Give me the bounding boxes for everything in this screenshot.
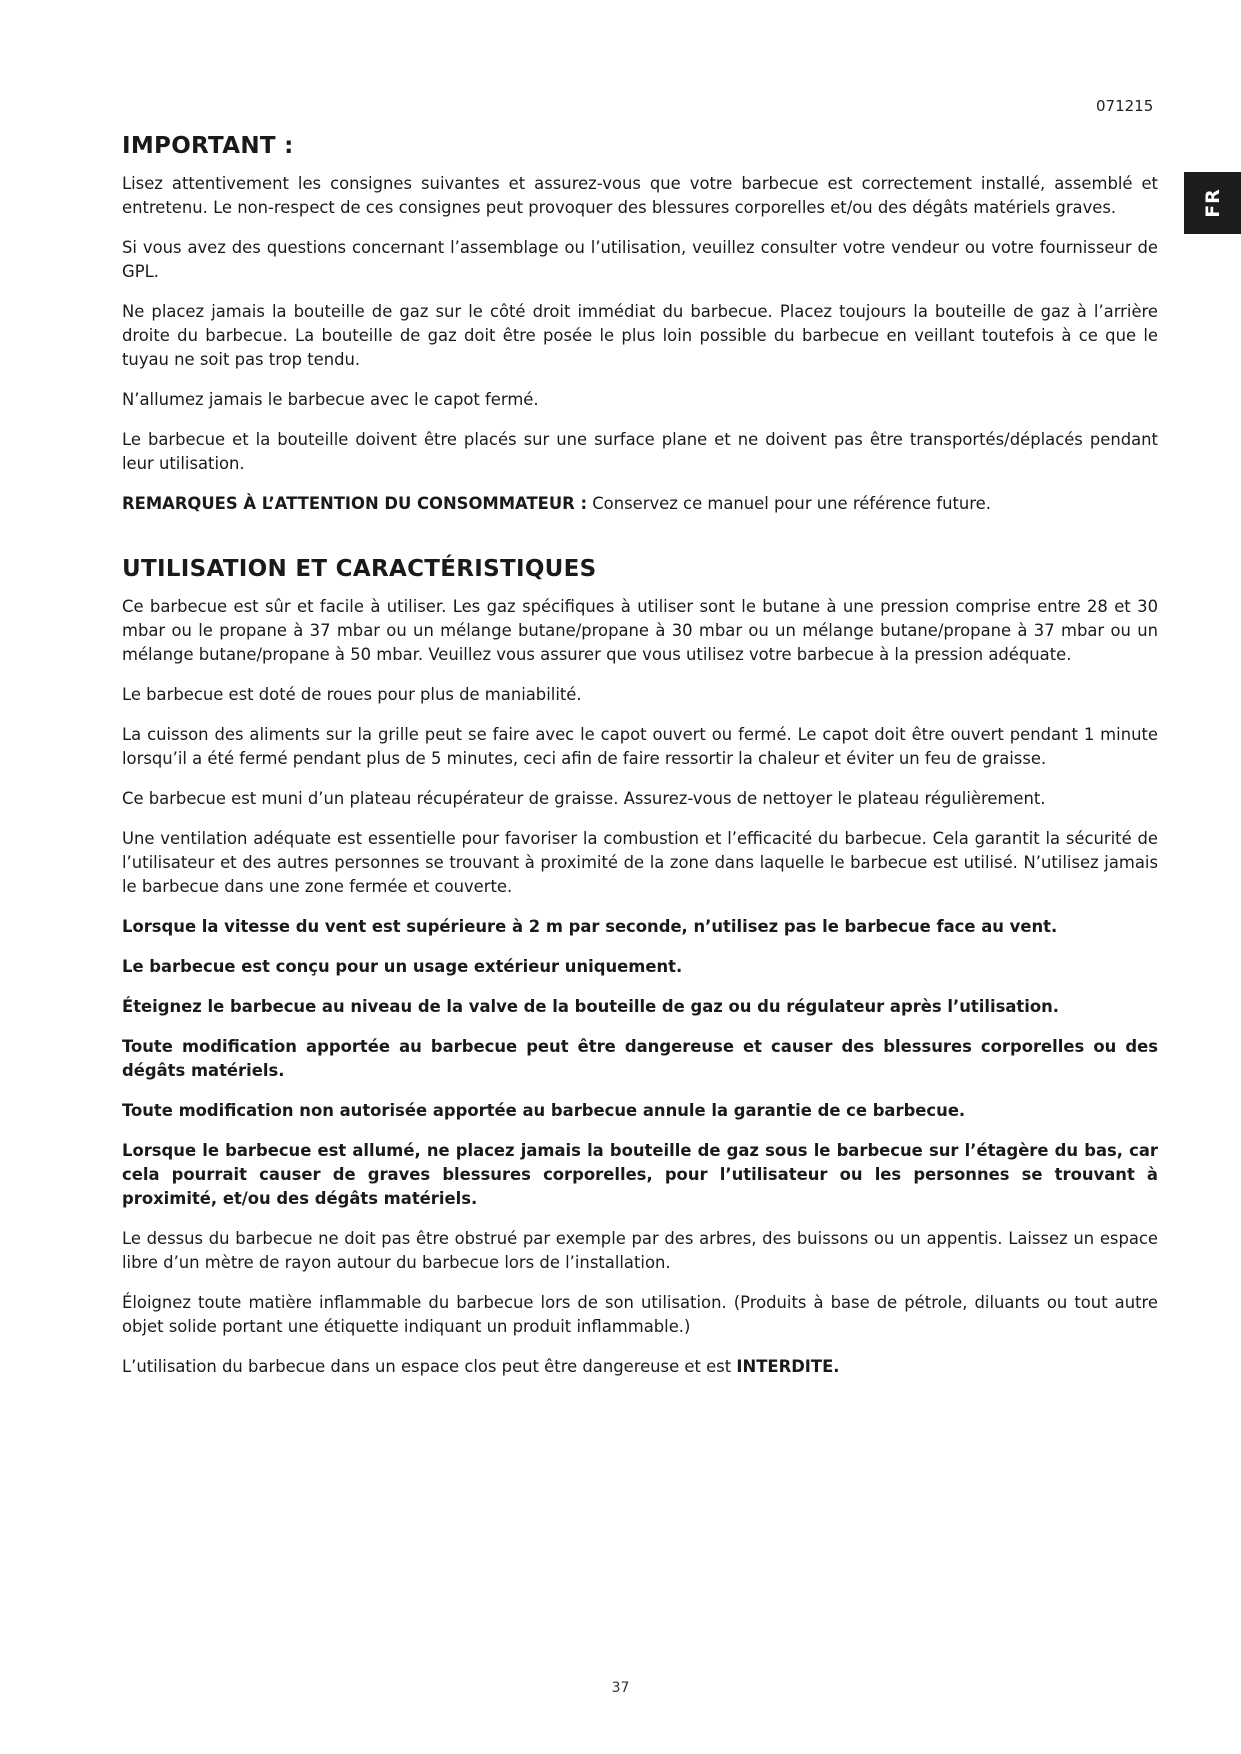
final-statement [122,1355,1158,1379]
usage-paragraph: Ce barbecue est sûr et facile à utiliser. Les gaz spécifiques à utiliser sont le butane à une pression comprise entre 28 et 30 mbar ou le propane à 37 mbar ou un mélange butane/propane à 30 mbar ou un mélange butane/propane à 37 mbar ou un mélange butane/propane à 50 mbar. Veuillez vous assurer que vous utilisez votre barbecue à la pression adéquate. [122,597,1158,664]
safety-warning: Toute modification apportée au barbecue peut être dangereuse et causer des blessures corporelles ou des dégâts matériels. [122,1037,1158,1080]
final-statement-text: L’utilisation du barbecue dans un espace clos peut être dangereuse et est [122,1357,737,1376]
consumer-remark-label: REMARQUES À L’ATTENTION DU CONSOMMATEUR : [122,494,588,513]
final-statement-emphasis: INTERDITE. [736,1357,840,1376]
usage-paragraph: La cuisson des aliments sur la grille peut se faire avec le capot ouvert ou fermé. Le capot doit être ouvert pendant 1 minute lorsqu’il a été fermé pendant plus de 5 minutes, ceci afin de faire ressortir la chaleur et éviter un feu de graisse. [122,725,1158,768]
important-paragraph: Lisez attentivement les consignes suivantes et assurez-vous que votre barbecue est correctement installé, assemblé et entretenu. Le non-respect de ces consignes peut provoquer des blessures corporelles et/ou des dégâts matériels graves. [122,174,1158,217]
language-tab [1184,172,1241,234]
safety-warning: Éteignez le barbecue au niveau de la valve de la bouteille de gaz ou du régulateur après l’utilisation. [122,997,1060,1016]
safety-warning: Le barbecue est conçu pour un usage extérieur uniquement. [122,957,683,976]
usage-paragraph: Une ventilation adéquate est essentielle pour favoriser la combustion et l’efficacité du barbecue. Cela garantit la sécurité de l’utilisateur et des autres personnes se trouvant à proximité de la zone dans laquelle le barbecue est utilisé. N’utilisez jamais le barbecue dans une zone fermée et couverte. [122,829,1158,896]
usage-paragraph: Ce barbecue est muni d’un plateau récupérateur de graisse. Assurez-vous de nettoyer le plateau régulièrement. [122,789,1046,808]
usage-paragraph: Le dessus du barbecue ne doit pas être obstrué par exemple par des arbres, des buissons ou un appentis. Laissez un espace libre d’un mètre de rayon autour du barbecue lors de l’installation. [122,1229,1158,1272]
usage-paragraph: Le barbecue est doté de roues pour plus de maniabilité. [122,685,582,704]
page-number: 37 [611,1680,630,1696]
usage-heading: UTILISATION ET CARACTÉRISTIQUES [122,556,597,582]
important-paragraph: Le barbecue et la bouteille doivent être placés sur une surface plane et ne doivent pas être transportés/déplacés pendant leur utilisation. [122,430,1158,473]
page-content [122,133,1158,1395]
important-paragraph: N’allumez jamais le barbecue avec le capot fermé. [122,390,539,409]
important-paragraph: Si vous avez des questions concernant l’assemblage ou l’utilisation, veuillez consulter votre vendeur ou votre fournisseur de GPL. [122,238,1158,281]
consumer-remark [122,492,1158,516]
language-tab-label: FR [1201,188,1224,218]
important-paragraph: Ne placez jamais la bouteille de gaz sur le côté droit immédiat du barbecue. Placez toujours la bouteille de gaz à l’arrière droite du barbecue. La bouteille de gaz doit être posée le plus loin possible du barbecue en veillant toutefois à ce que le tuyau ne soit pas trop tendu. [122,302,1158,369]
usage-paragraph: Éloignez toute matière inflammable du barbecue lors de son utilisation. (Produits à base de pétrole, diluants ou tout autre objet solide portant une étiquette indiquant un produit inflammable.) [122,1293,1158,1336]
important-heading: IMPORTANT : [122,133,294,159]
consumer-remark-text: Conservez ce manuel pour une référence future. [587,494,991,513]
safety-warning: Toute modification non autorisée apportée au barbecue annule la garantie de ce barbecue. [122,1101,966,1120]
safety-warning: Lorsque le barbecue est allumé, ne placez jamais la bouteille de gaz sous le barbecue sur l’étagère du bas, car cela pourrait causer de graves blessures corporelles, pour l’utilisateur ou les personnes se trouvant à proximité, et/ou des dégâts matériels. [122,1141,1158,1208]
document-code: 071215 [1096,97,1154,115]
safety-warning: Lorsque la vitesse du vent est supérieure à 2 m par seconde, n’utilisez pas le barbecue face au vent. [122,917,1058,936]
